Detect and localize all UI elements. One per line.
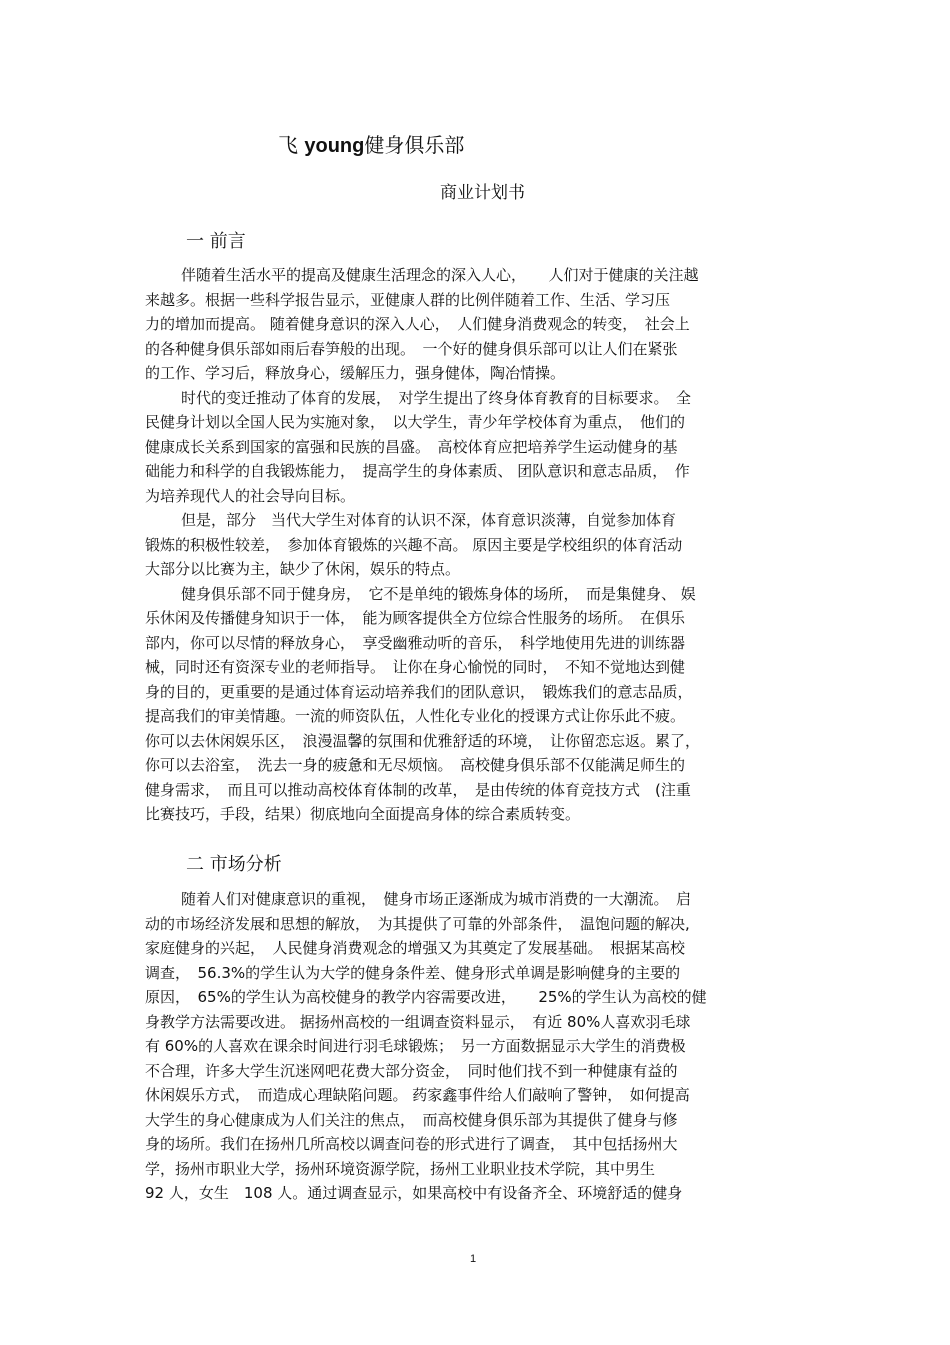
section-body-preface <box>145 263 805 827</box>
text-line: 来越多。根据一些科学报告显示，亚健康人群的比例伴随着工作、生活、学习压 <box>145 290 671 309</box>
text-line: 家庭健身的兴起， 人民健身消费观念的增强又为其奠定了发展基础。 根据某高校 <box>145 939 686 957</box>
text-line: 休闲娱乐方式， 而造成心理缺陷问题。 药家鑫事件给人们敲响了警钟， 如何提高 <box>145 1086 690 1104</box>
text-line: 比赛技巧，手段，结果）彻底地向全面提高身体的综合素质转变。 <box>145 805 581 823</box>
text-line: 健身需求， 而且可以推动高校体育体制的改革， 是由传统的体育竞技方式 (注重 <box>145 780 691 799</box>
text-line: 健康成长关系到国家的富强和民族的昌盛。 高校体育应把培养学生运动健身的基 <box>145 437 678 456</box>
section-heading-preface: 一 前言 <box>186 231 246 252</box>
title-prefix: 飞 <box>278 133 305 157</box>
document-subtitle: 商业计划书 <box>440 183 525 203</box>
text-line: 学，扬州市职业大学，扬州环境资源学院，扬州工业职业技术学院，其中男生 <box>145 1159 656 1178</box>
text-line: 乐休闲及传播健身知识于一体， 能为顾客提供全方位综合性服务的场所。 在俱乐 <box>145 609 686 627</box>
text-line: 础能力和科学的自我锻炼能力， 提高学生的身体素质、 团队意识和意志品质， 作 <box>145 462 690 480</box>
section-heading-market-analysis: 二 市场分析 <box>186 854 282 875</box>
text-line: 92 人，女生 108 人。通过调查显示，如果高校中有设备齐全、环境舒适的健身 <box>145 1184 683 1202</box>
text-line: 锻炼的积极性较差， 参加体育锻炼的兴趣不高。 原因主要是学校组织的体育活动 <box>145 535 683 554</box>
text-line: 力的增加而提高。 随着健身意识的深入人心， 人们健身消费观念的转变， 社会上 <box>145 315 690 333</box>
text-line: 调查， 56.3%的学生认为大学的健身条件差、健身形式单调是影响健身的主要的 <box>145 963 681 982</box>
text-line: 动的市场经济发展和思想的解放， 为其提供了可靠的外部条件， 温饱问题的解决, <box>145 914 690 933</box>
text-line: 有 60%的人喜欢在课余时间进行羽毛球锻炼； 另一方面数据显示大学生的消费极 <box>145 1037 686 1055</box>
text-line: 不合理，许多大学生沉迷网吧花费大部分资金， 同时他们找不到一种健康有益的 <box>145 1061 678 1080</box>
page-number: 1 <box>470 1253 477 1265</box>
text-line: 部内，你可以尽情的释放身心， 享受幽雅动听的音乐， 科学地使用先进的训练器 <box>145 633 686 652</box>
text-line: 提高我们的审美情趣。一流的师资队伍，人性化专业化的授课方式让你乐此不疲。 <box>145 707 686 725</box>
section-body-market-analysis <box>145 887 805 1206</box>
title-suffix: 健身俱乐部 <box>364 133 465 157</box>
text-line: 但是，部分 当代大学生对体育的认识不深，体育意识淡薄，自觉参加体育 <box>181 511 677 529</box>
text-line: 为培养现代人的社会导向目标。 <box>145 486 356 505</box>
text-line: 身教学方法需要改进。 据扬州高校的一组调查资料显示， 有近 80%人喜欢羽毛球 <box>145 1012 691 1031</box>
title-brand: young <box>304 135 365 157</box>
text-line: 伴随着生活水平的提高及健康生活理念的深入人心， 人们对于健康的关注越 <box>181 266 699 284</box>
text-line: 你可以去休闲娱乐区， 浪漫温馨的氛围和优雅舒适的环境， 让你留恋忘返。累了， <box>145 731 701 750</box>
text-line: 时代的变迁推动了体育的发展， 对学生提出了终身体育教育的目标要求。 全 <box>181 388 692 407</box>
text-line: 原因， 65%的学生认为高校健身的教学内容需要改进， 25%的学生认为高校的健 <box>145 988 707 1006</box>
text-line: 身的场所。我们在扬州几所高校以调查问卷的形式进行了调查， 其中包括扬州大 <box>145 1135 678 1153</box>
text-line: 健身俱乐部不同于健身房， 它不是单纯的锻炼身体的场所， 而是集健身、 娱 <box>181 584 696 603</box>
text-line: 的工作、学习后，释放身心，缓解压力，强身健体，陶冶情操。 <box>145 364 566 382</box>
text-line: 的各种健身俱乐部如雨后春笋般的出现。 一个好的健身俱乐部可以让人们在紧张 <box>145 339 678 358</box>
text-line: 械，同时还有资深专业的老师指导。 让你在身心愉悦的同时， 不知不觉地达到健 <box>145 658 686 676</box>
text-line: 大部分以比赛为主，缺少了休闲，娱乐的特点。 <box>145 560 461 578</box>
text-line: 大学生的身心健康成为人们关注的焦点， 而高校健身俱乐部为其提供了健身与修 <box>145 1110 678 1129</box>
text-line: 身的目的，更重要的是通过体育运动培养我们的团队意识， 锻炼我们的意志品质， <box>145 682 693 701</box>
document-title <box>278 131 464 160</box>
text-line: 你可以去浴室， 洗去一身的疲惫和无尽烦恼。 高校健身俱乐部不仅能满足师生的 <box>145 756 686 774</box>
text-line: 民健身计划以全国人民为实施对象， 以大学生，青少年学校体育为重点， 他们的 <box>145 413 686 431</box>
text-line: 随着人们对健康意识的重视， 健身市场正逐渐成为城市消费的一大潮流。 启 <box>181 890 692 908</box>
